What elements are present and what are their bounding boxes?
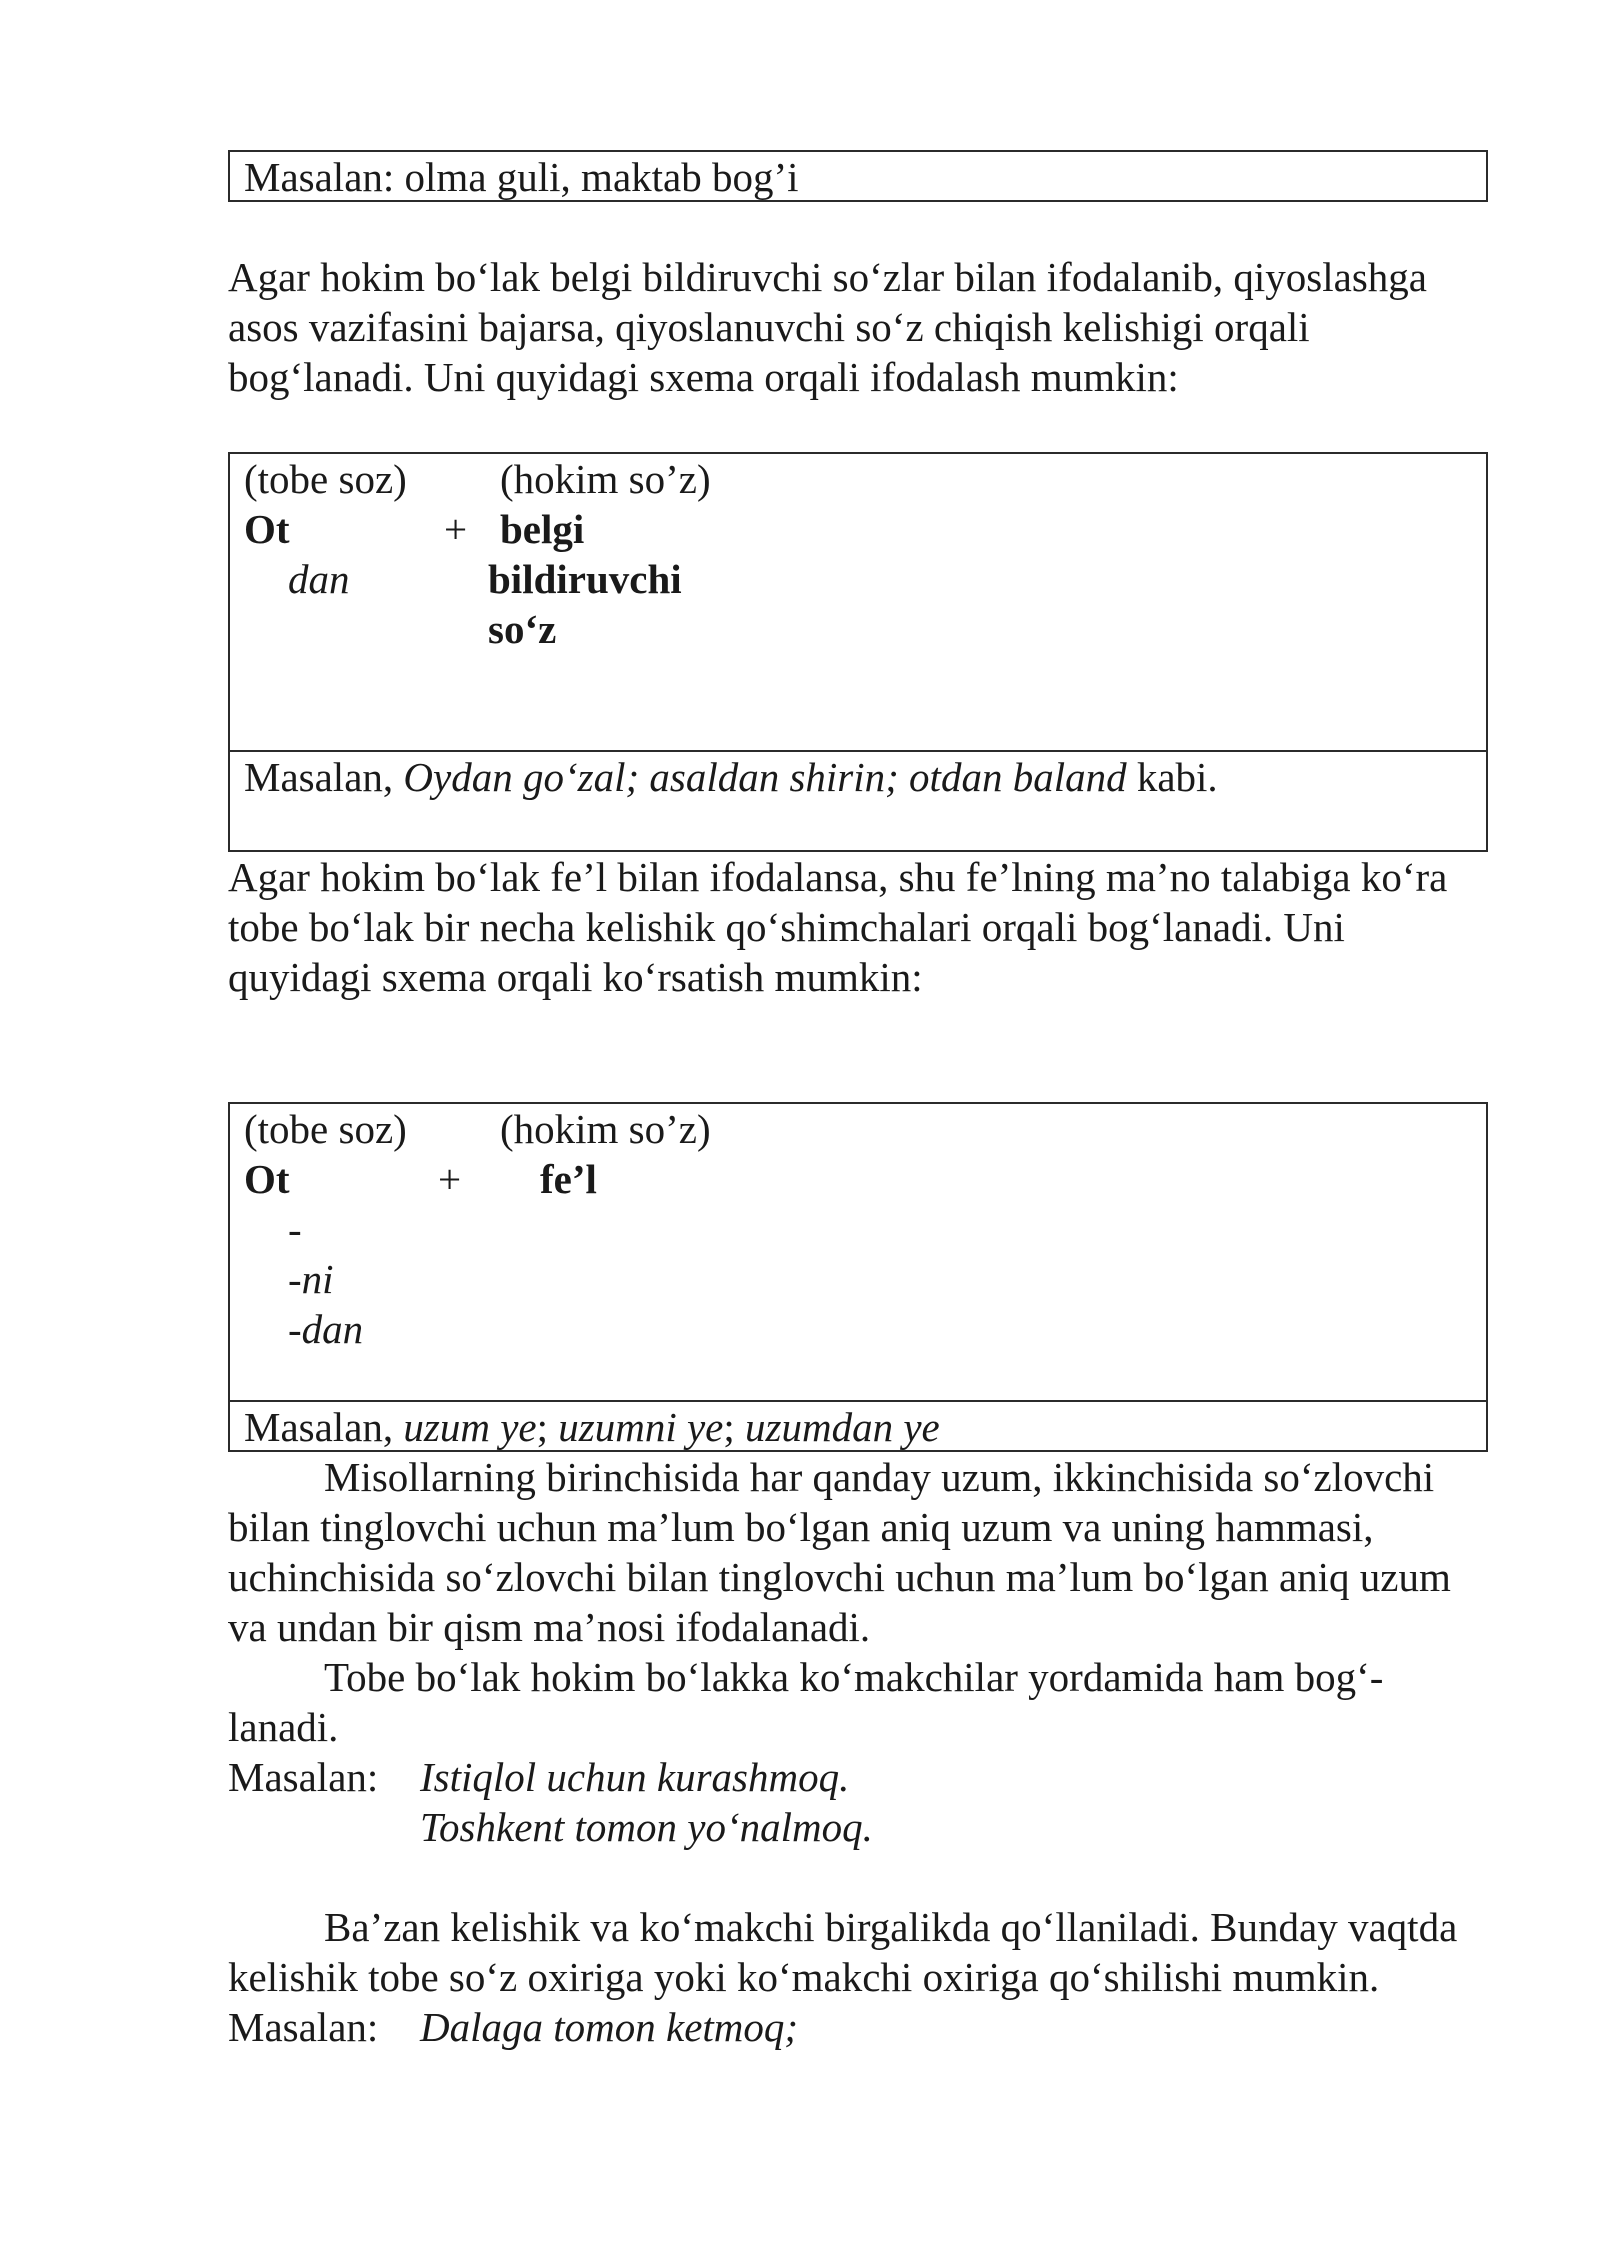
example-suffix: kabi.	[1126, 754, 1218, 800]
tobe-label: (tobe soz)	[244, 1106, 407, 1152]
hokim-word-line-1: belgi	[500, 506, 585, 552]
example-prefix: Masalan,	[244, 754, 404, 800]
example-1: uzum ye	[403, 1404, 537, 1450]
scheme-2-table	[228, 1102, 1488, 1452]
example-block-2	[228, 2002, 1488, 2052]
scheme-1-example	[230, 750, 1486, 850]
example-label: Masalan:	[228, 2004, 379, 2050]
tobe-label: (tobe soz)	[244, 456, 407, 502]
example-line: Dalaga tomon ketmoq;	[420, 2004, 799, 2050]
hokim-word-line-2: bildiruvchi	[488, 556, 682, 602]
hokim-label: (hokim so’z)	[500, 1106, 711, 1152]
hokim-word: fe’l	[540, 1156, 597, 1202]
example-line-1: Istiqlol uchun kurashmoq.	[420, 1754, 850, 1800]
case-suffix-1: -	[288, 1206, 302, 1252]
hokim-label: (hokim so’z)	[500, 456, 711, 502]
ot-word: Ot	[244, 506, 290, 552]
example-separator-1: ;	[536, 1404, 559, 1450]
example-box	[228, 150, 1488, 202]
example-label: Masalan:	[228, 1754, 379, 1800]
scheme-2-example	[230, 1400, 1486, 1450]
case-suffix-3: -dan	[288, 1306, 364, 1352]
example-2: uzumni ye	[558, 1404, 724, 1450]
paragraph-1: Agar hokim bo‘lak belgi bildiruvchi so‘zlar bilan ifodalanib, qiyoslashga asos vazifasini bajarsa, qiyoslanuvchi so‘z chiqish kelishigi orqali bog‘lanadi. Uni quyidagi sxema orqali ifodalash mumkin:	[228, 254, 1427, 400]
example-italic: Oydan go‘zal; asaldan shirin; otdan baland	[403, 754, 1127, 800]
example-3: uzumdan ye	[745, 1404, 940, 1450]
example-separator-2: ;	[723, 1404, 746, 1450]
plus-sign: +	[444, 506, 468, 552]
example-block-1	[228, 1752, 1488, 1852]
case-suffix: dan	[288, 556, 350, 602]
example-line-2: Toshkent tomon yo‘nalmoq.	[420, 1804, 873, 1850]
ot-word: Ot	[244, 1156, 290, 1202]
scheme-1-table	[228, 452, 1488, 852]
scheme-1-diagram	[230, 454, 1486, 750]
document-page	[228, 150, 1488, 2052]
paragraph-3: Misollarning birinchisida har qanday uzum, ikkinchisida so‘zlovchi bilan tinglovchi uchun ma’lum bo‘lgan aniq uzum va uning hammasi, uchinchisida so‘zlovchi bilan tinglovchi uchun ma’lum bo‘lgan aniq uzum va undan bir qism ma’nosi ifodalanadi.	[228, 1454, 1451, 1650]
example-box-text: Masalan: olma guli, maktab bog’i	[244, 154, 799, 200]
paragraph-2: Agar hokim bo‘lak fe’l bilan ifodalansa, shu fe’lning ma’no talabiga ko‘ra tobe bo‘lak bir necha kelishik qo‘shimchalari orqali bog‘lanadi. Uni quyidagi sxema orqali ko‘rsatish mumkin:	[228, 854, 1448, 1000]
paragraph-4: Tobe bo‘lak hokim bo‘lakka ko‘makchilar yordamida ham bog‘-lanadi.	[228, 1654, 1384, 1750]
paragraph-5: Ba’zan kelishik va ko‘makchi birgalikda qo‘llaniladi. Bunday vaqtda kelishik tobe so‘z oxiriga yoki ko‘makchi oxiriga qo‘shilishi mumkin.	[228, 1904, 1458, 2000]
example-prefix: Masalan,	[244, 1404, 404, 1450]
case-suffix-2: -ni	[288, 1256, 334, 1302]
scheme-2-diagram	[230, 1104, 1486, 1400]
plus-sign: +	[438, 1156, 462, 1202]
hokim-word-line-3: so‘z	[488, 606, 557, 652]
